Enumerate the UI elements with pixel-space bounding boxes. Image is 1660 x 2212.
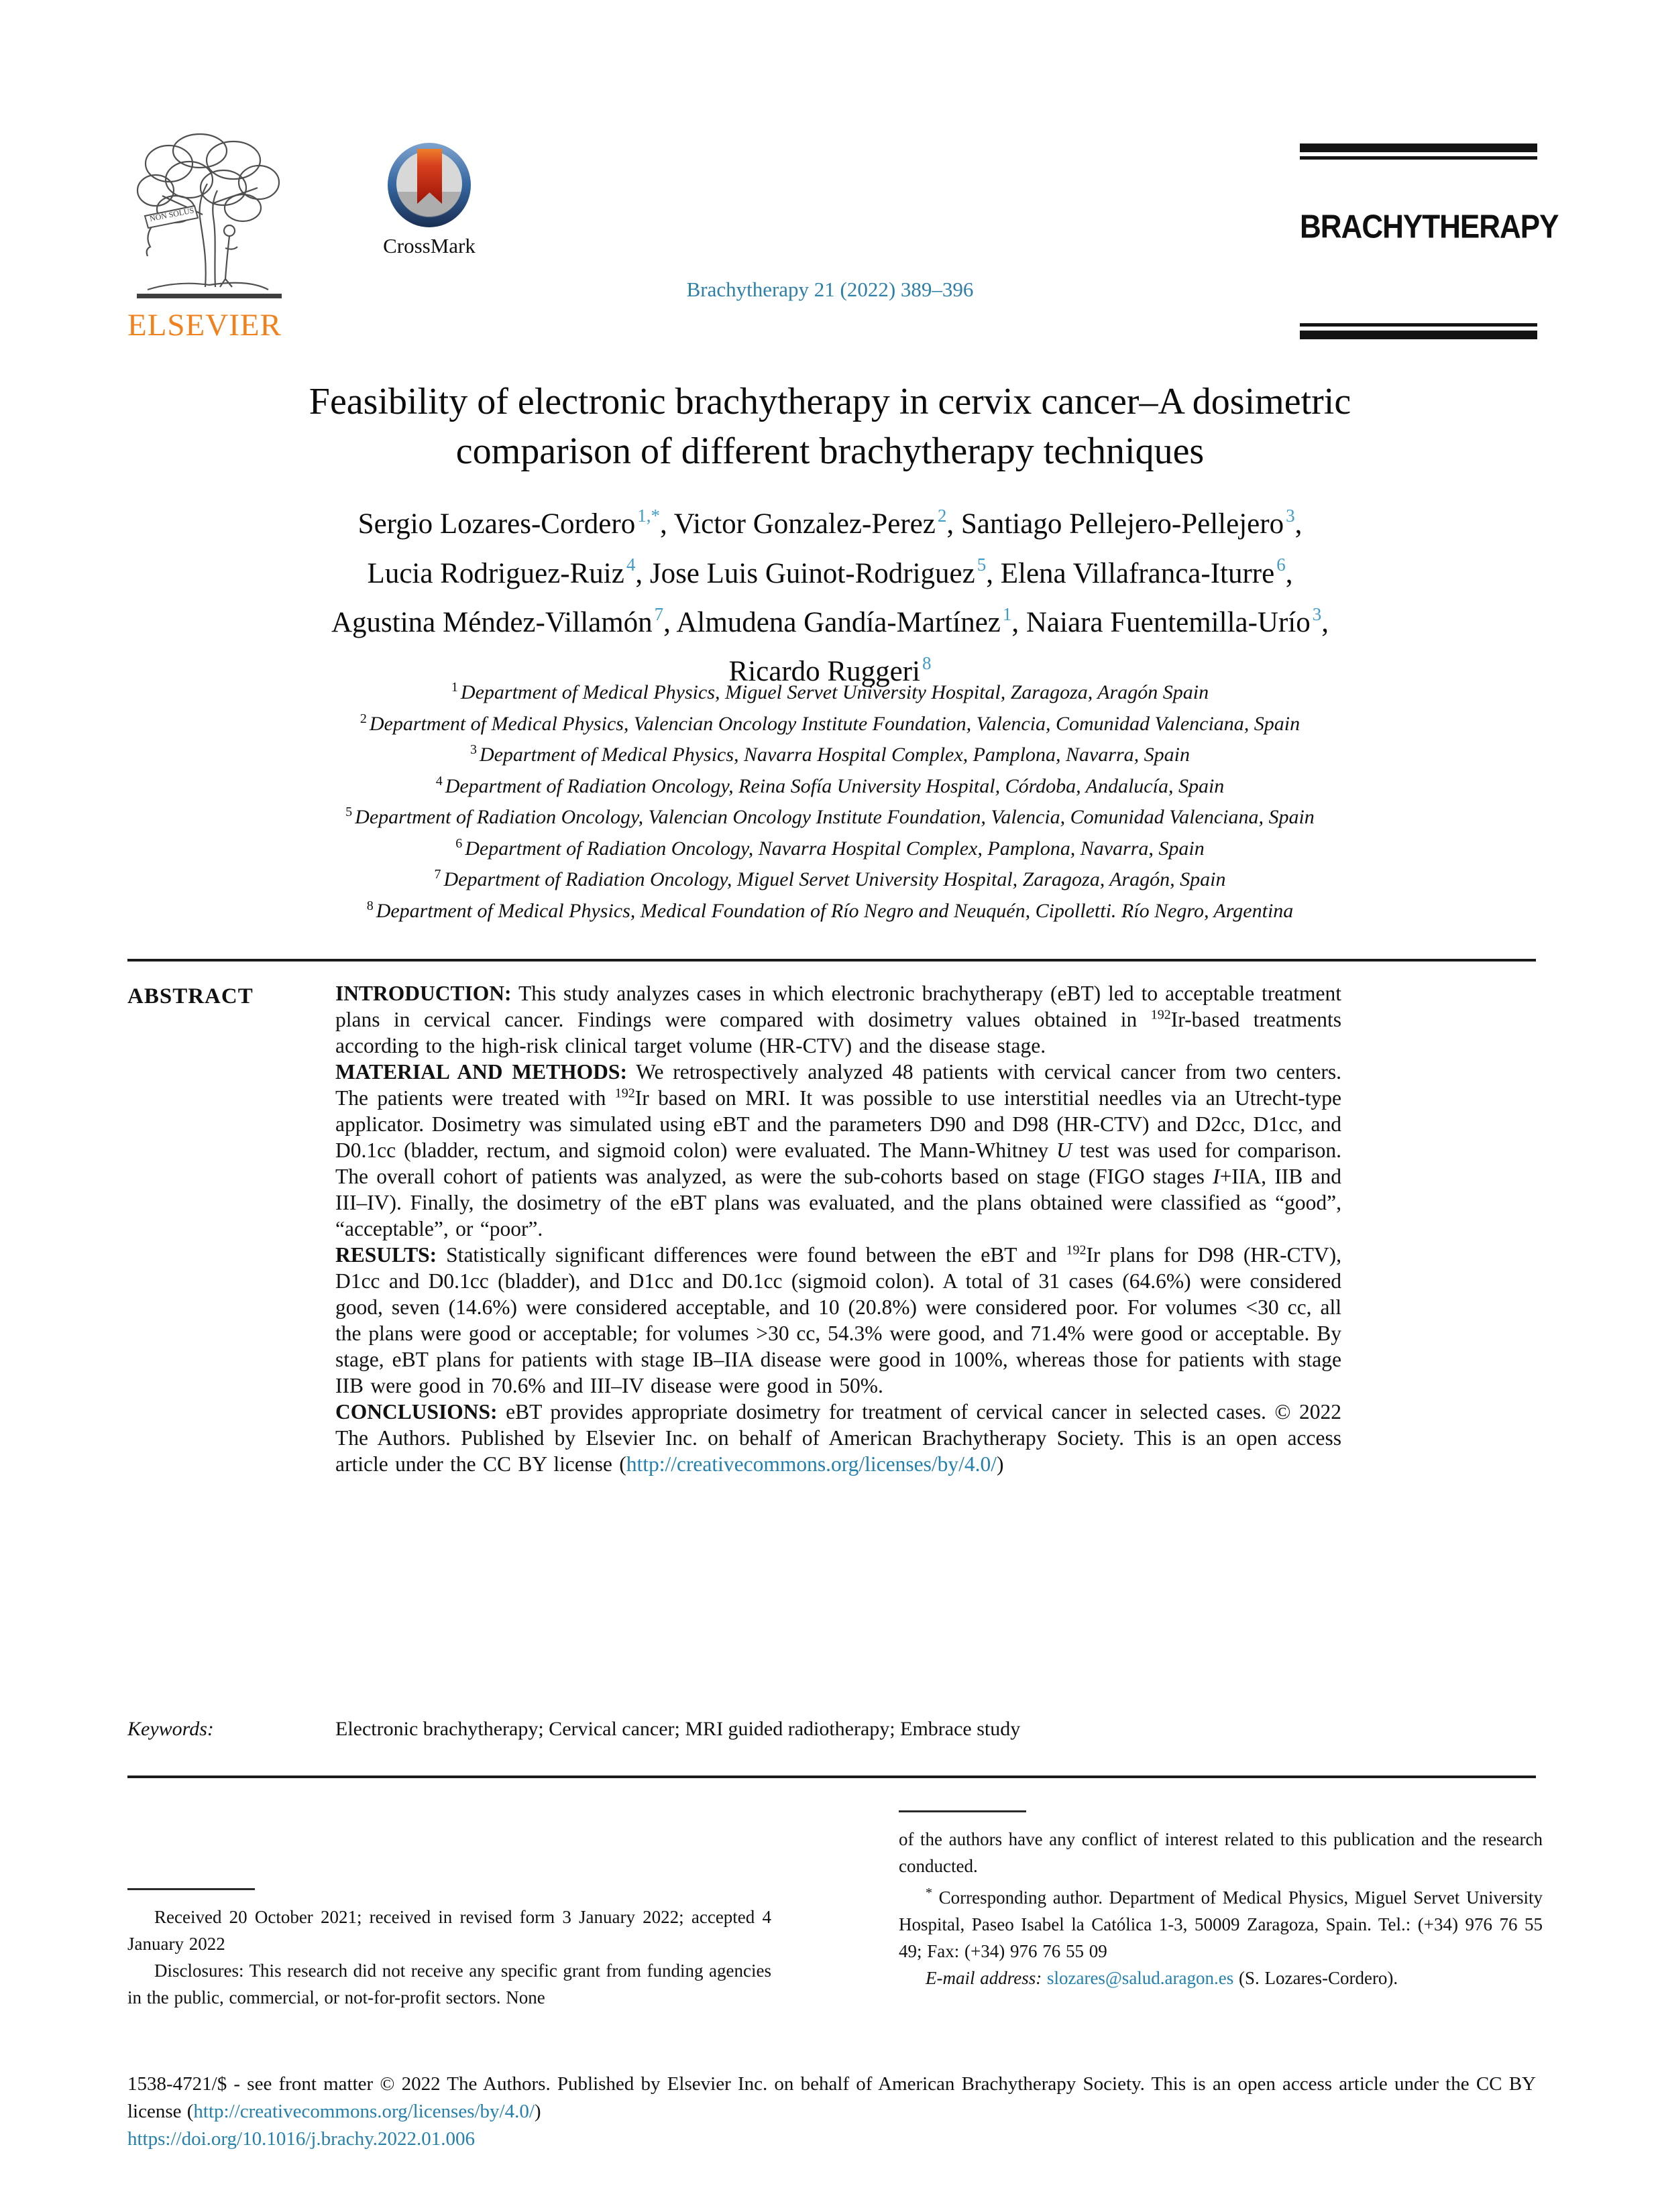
affiliation: $^8$ Department of Medical Physics, Medical Foundation of Río Negro and Neuquén, Cipolletti. Río Negro, Argentina [366, 898, 1294, 922]
affiliation: $^1$ Department of Medical Physics, Miguel Servet University Hospital, Zaragoza, Aragón Spain [451, 680, 1209, 703]
elsevier-tree-icon [127, 129, 288, 300]
author: Jose Luis Guinot-Rodriguez $^5$, [649, 555, 1001, 589]
non-solus-banner [145, 205, 198, 228]
isotope-superscript: 192 [1150, 1007, 1171, 1023]
author: Almudena Gandía-Martínez $^1$, [676, 603, 1026, 638]
abstract-conclusions: CONCLUSIONS: eBT provides appropriate dosimetry for treatment of cervical cancer in selected cases. © 2022 The Authors. Published by Elsevier Inc. on behalf of American Brachytherapy Society. This is an open access article under the CC BY license (http://creativecommons.org/licenses/by/4.0/) [335, 1400, 1341, 1476]
crossmark-label: CrossMark [383, 234, 476, 257]
author-affiliation-ref: 1,* [637, 506, 660, 526]
crossmark-stamp[interactable] [376, 142, 483, 258]
article-title [0, 377, 1660, 476]
isotope-superscript: 192 [1066, 1242, 1087, 1258]
disclosures-note: Disclosures: This research did not receive any specific grant from funding agencies in the public, commercial, or not-for-profit sectors. None [127, 1961, 771, 2007]
abstract-heading: ABSTRACT [127, 984, 254, 1008]
affiliation: $^5$ Department of Radiation Oncology, Valencian Oncology Institute Foundation, Valencia, Comunidad Valenciana, Spain [345, 805, 1315, 828]
front-matter-block [127, 2071, 1536, 2153]
elsevier-logo [127, 129, 295, 343]
author-affiliation-ref: 4 [626, 555, 636, 575]
author-affiliation-ref: 6 [1276, 555, 1286, 575]
author-affiliation-ref: 3 [1286, 506, 1295, 526]
journal-citation: Brachytherapy 21 (2022) 389–396 [686, 278, 974, 301]
affiliation-list [0, 675, 1660, 924]
author-affiliation-ref: 5 [977, 555, 987, 575]
author: Lucia Rodriguez-Ruiz $^4$, [367, 555, 650, 589]
footnote-column-left [127, 1888, 771, 2011]
author-affiliation-ref: 2 [937, 506, 947, 526]
author: Sergio Lozares-Cordero $^{1,*}$, [357, 506, 674, 540]
doi-line [127, 2126, 1536, 2153]
footnote-rule-left [127, 1888, 255, 1890]
author: Victor Gonzalez-Perez $^2$, [673, 506, 961, 540]
author-affiliation-ref: 1 [1002, 603, 1012, 624]
asterisk-marker: * [926, 1885, 932, 1900]
received-dates: Received 20 October 2021; received in revised form 3 January 2022; accepted 4 January 2022 [127, 1907, 771, 1954]
author-line [0, 496, 1660, 545]
affiliation: $^3$ Department of Medical Physics, Navarra Hospital Complex, Pamplona, Navarra, Spain [469, 742, 1191, 766]
corresponding-email-link[interactable]: slozares@salud.aragon.es [1046, 1968, 1234, 1988]
abstract-introduction: INTRODUCTION: This study analyzes cases in which electronic brachytherapy (eBT) led to acceptable treatment plans in cervical cancer. Findings were compared with dosimetry values obtained in $^{192}$Ir-based treatments according to the high-risk clinical target volume (HR-CTV) and the disease stage. [335, 982, 1341, 1057]
abstract-top-rule [127, 959, 1536, 962]
email-line: E-mail address: slozares@salud.aragon.es (S. Lozares-Cordero). [926, 1968, 1398, 1988]
abstract-methods: MATERIAL AND METHODS: We retrospectively analyzed 48 patients with cervical cancer from two centers. The patients were treated with $^{192}$Ir based on MRI. It was possible to use interstitial needles via an Utrecht-type applicator. Dosimetry was simulated using eBT and the parameters D90 and D98 (HR-CTV) and D2cc, D1cc, and D0.1cc (bladder, rectum, and sigmoid colon) were evaluated. The Mann-Whitney U test was used for comparison. The overall cohort of patients was analyzed, as were the sub-cohorts based on stage (FIGO stages I+IIA, IIB and III–IV). Finally, the dosimetry of the eBT plans was evaluated, and the plans obtained were classified as “good”, “acceptable”, or “poor”. [335, 1060, 1341, 1240]
abstract-results: RESULTS: Statistically significant differences were found between the eBT and $^{192}$Ir plans for D98 (HR-CTV), D1cc and D0.1cc (bladder), and D1cc and D0.1cc (sigmoid colon). A total of 31 cases (64.6%) were considered good, seven (14.6%) were considered acceptable, and 10 (20.8%) were considered poor. For volumes <30 cc, all the plans were good or acceptable; for volumes >30 cc, 54.3% were good, and 71.4% were good or acceptable. By stage, eBT plans for patients with stage IB–IIA disease were good in 100%, whereas those for patients with stage IIB were good in 70.6% and III–IV disease were good in 50%. [335, 1242, 1341, 1397]
author: Santiago Pellejero-Pellejero $^3$, [960, 506, 1303, 540]
author-affiliation-ref: 8 [922, 652, 932, 673]
isotope-superscript: 192 [614, 1086, 635, 1101]
cc-by-license-link[interactable]: http://creativecommons.org/licenses/by/4.0/ [626, 1452, 997, 1476]
abstract-text [335, 980, 1341, 1477]
footnote-rule-right [899, 1810, 1026, 1812]
corresponding-author-note: * Corresponding author. Department of Medical Physics, Miguel Servet University Hospital, Paseo Isabel la Católica 1-3, 50009 Zaragoza, Spain. Tel.: (+34) 976 76 55 49; Fax: (+34) 976 76 55 09 [899, 1885, 1543, 1961]
article-title-line2: comparison of different brachytherapy techniques [455, 430, 1205, 472]
author-affiliation-ref: 3 [1312, 603, 1322, 624]
author: Ricardo Ruggeri $^8$ [728, 652, 932, 688]
author-affiliation-ref: 7 [654, 603, 664, 624]
elsevier-wordmark: ELSEVIER [127, 308, 282, 343]
svg-text:NON SOLUS: NON SOLUS [148, 205, 195, 223]
masthead-rule-thick-top [1300, 143, 1537, 152]
issn-copyright-line: 1538-4721/$ - see front matter © 2022 The Authors. Published by Elsevier Inc. on behalf of American Brachytherapy Society. This is an open access article under the CC BY license (http://creativecommons.org/licenses/by/4.0/) [127, 2073, 1536, 2122]
author: Naiara Fuentemilla-Urío $^3$, [1026, 603, 1329, 638]
article-title-line1: Feasibility of electronic brachytherapy in cervix cancer–A dosimetric [309, 381, 1351, 422]
author-line [0, 595, 1660, 644]
disclosures-continuation: of the authors have any conflict of interest related to this publication and the research conducted. [899, 1829, 1543, 1876]
author-line [0, 545, 1660, 594]
masthead-rule-thin-top [1300, 156, 1537, 160]
masthead-rule-thick-bottom [1300, 331, 1537, 339]
author: Agustina Méndez-Villamón $^7$, [331, 603, 677, 638]
author-list [0, 496, 1660, 693]
author: Elena Villafranca-Iturre $^6$, [1000, 555, 1293, 589]
footnote-column-right [899, 1810, 1543, 1991]
keywords-text: Electronic brachytherapy; Cervical cancer; MRI guided radiotherapy; Embrace study [335, 1718, 1021, 1740]
crossmark-icon [385, 142, 474, 229]
affiliation: $^7$ Department of Radiation Oncology, Miguel Servet University Hospital, Zaragoza, Aragón, Spain [434, 867, 1226, 890]
cc-by-license-link-bottom[interactable]: http://creativecommons.org/licenses/by/4.0/ [193, 2101, 535, 2122]
keywords-label: Keywords: [127, 1718, 214, 1740]
affiliation: $^2$ Department of Medical Physics, Valencian Oncology Institute Foundation, Valencia, Comunidad Valenciana, Spain [359, 711, 1301, 735]
keywords-bottom-rule [127, 1776, 1536, 1778]
journal-name: BRACHYTHERAPY [1300, 209, 1559, 245]
masthead-rule-thin-bottom [1300, 323, 1537, 327]
doi-link[interactable]: https://doi.org/10.1016/j.brachy.2022.01.006 [127, 2128, 475, 2150]
journal-masthead [1300, 138, 1559, 339]
affiliation: $^6$ Department of Radiation Oncology, Navarra Hospital Complex, Pamplona, Navarra, Spain [455, 835, 1205, 860]
affiliation: $^4$ Department of Radiation Oncology, Reina Sofía University Hospital, Córdoba, Andalucía, Spain [435, 773, 1225, 797]
